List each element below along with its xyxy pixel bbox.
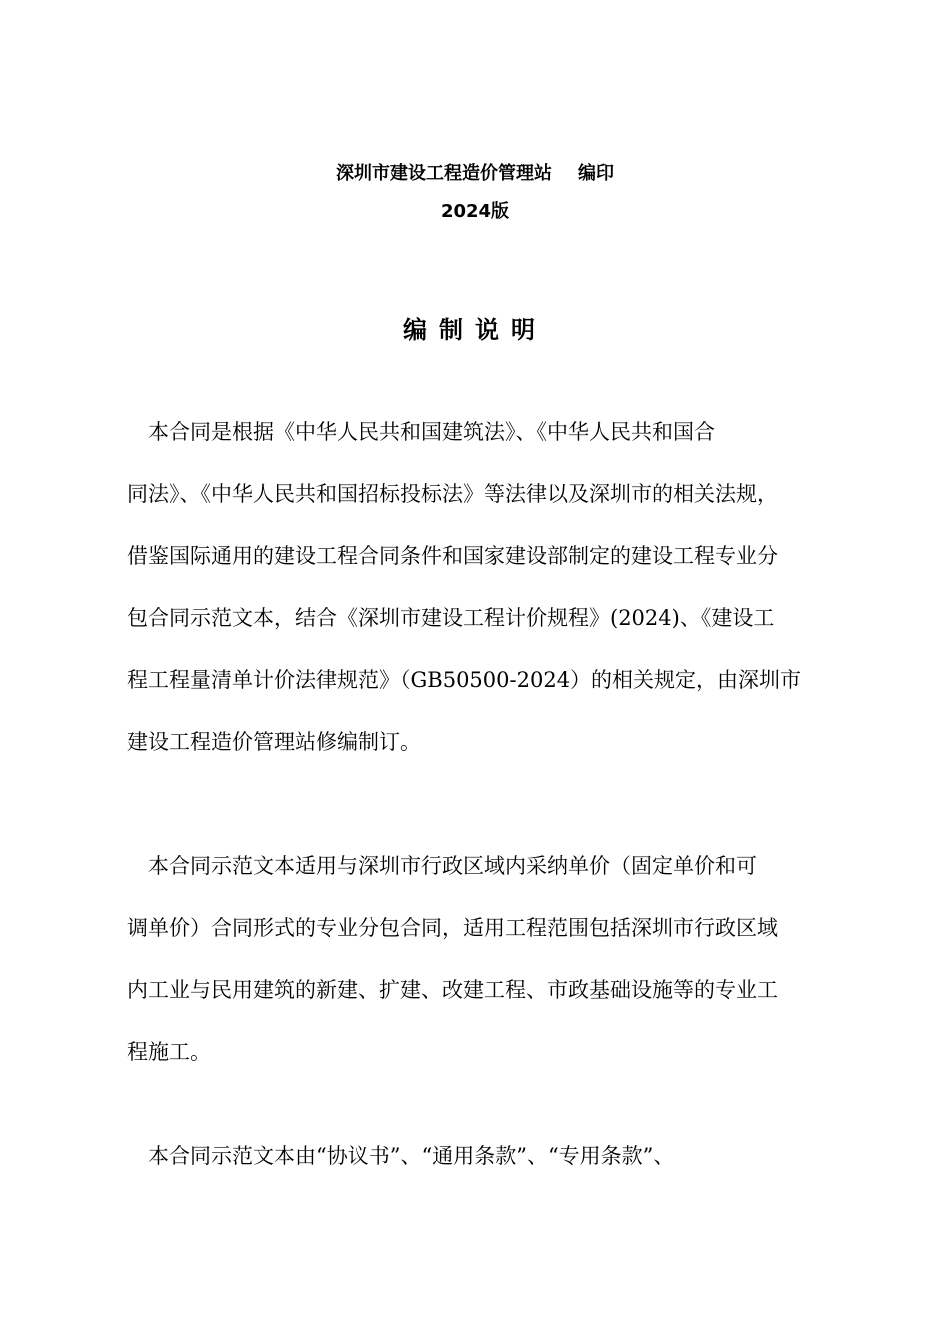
paragraph-composition: 本合同示范文本由“协议书”、“通用条款”、“专用条款”、 — [127, 1144, 675, 1168]
publisher-action: 编印 — [578, 163, 614, 184]
edition-label: 2024版 — [440, 201, 510, 222]
publisher-line — [0, 160, 950, 188]
paragraph-basis: 本合同是根据《中华人民共和国建筑法》、《中华人民共和国合 同法》、《中华人民共和国招标投标法》等法律以及深圳市的相关法规， 借鉴国际通用的建设工程合同条件和国家建设部制定的建设工程专业分 包合同示范文本，结合《深圳市建设工程计价规程》(2024)、《建设工 程工程量清单计价法律规范》（GB50500-2024）的相关规定，由深圳市 建设工程造价管理站修编制订。 — [127, 420, 802, 754]
document-title: 编制说明 — [403, 316, 547, 344]
publisher-name: 深圳市建设工程造价管理站 — [336, 163, 552, 184]
paragraph-scope: 本合同示范文本适用与深圳市行政区域内采纳单价（固定单价和可 调单价）合同形式的专业分包合同，适用工程范围包括深圳市行政区域 内工业与民用建筑的新建、扩建、改建工程、市政基础设施等的专业工 程施工。 — [127, 854, 778, 1064]
